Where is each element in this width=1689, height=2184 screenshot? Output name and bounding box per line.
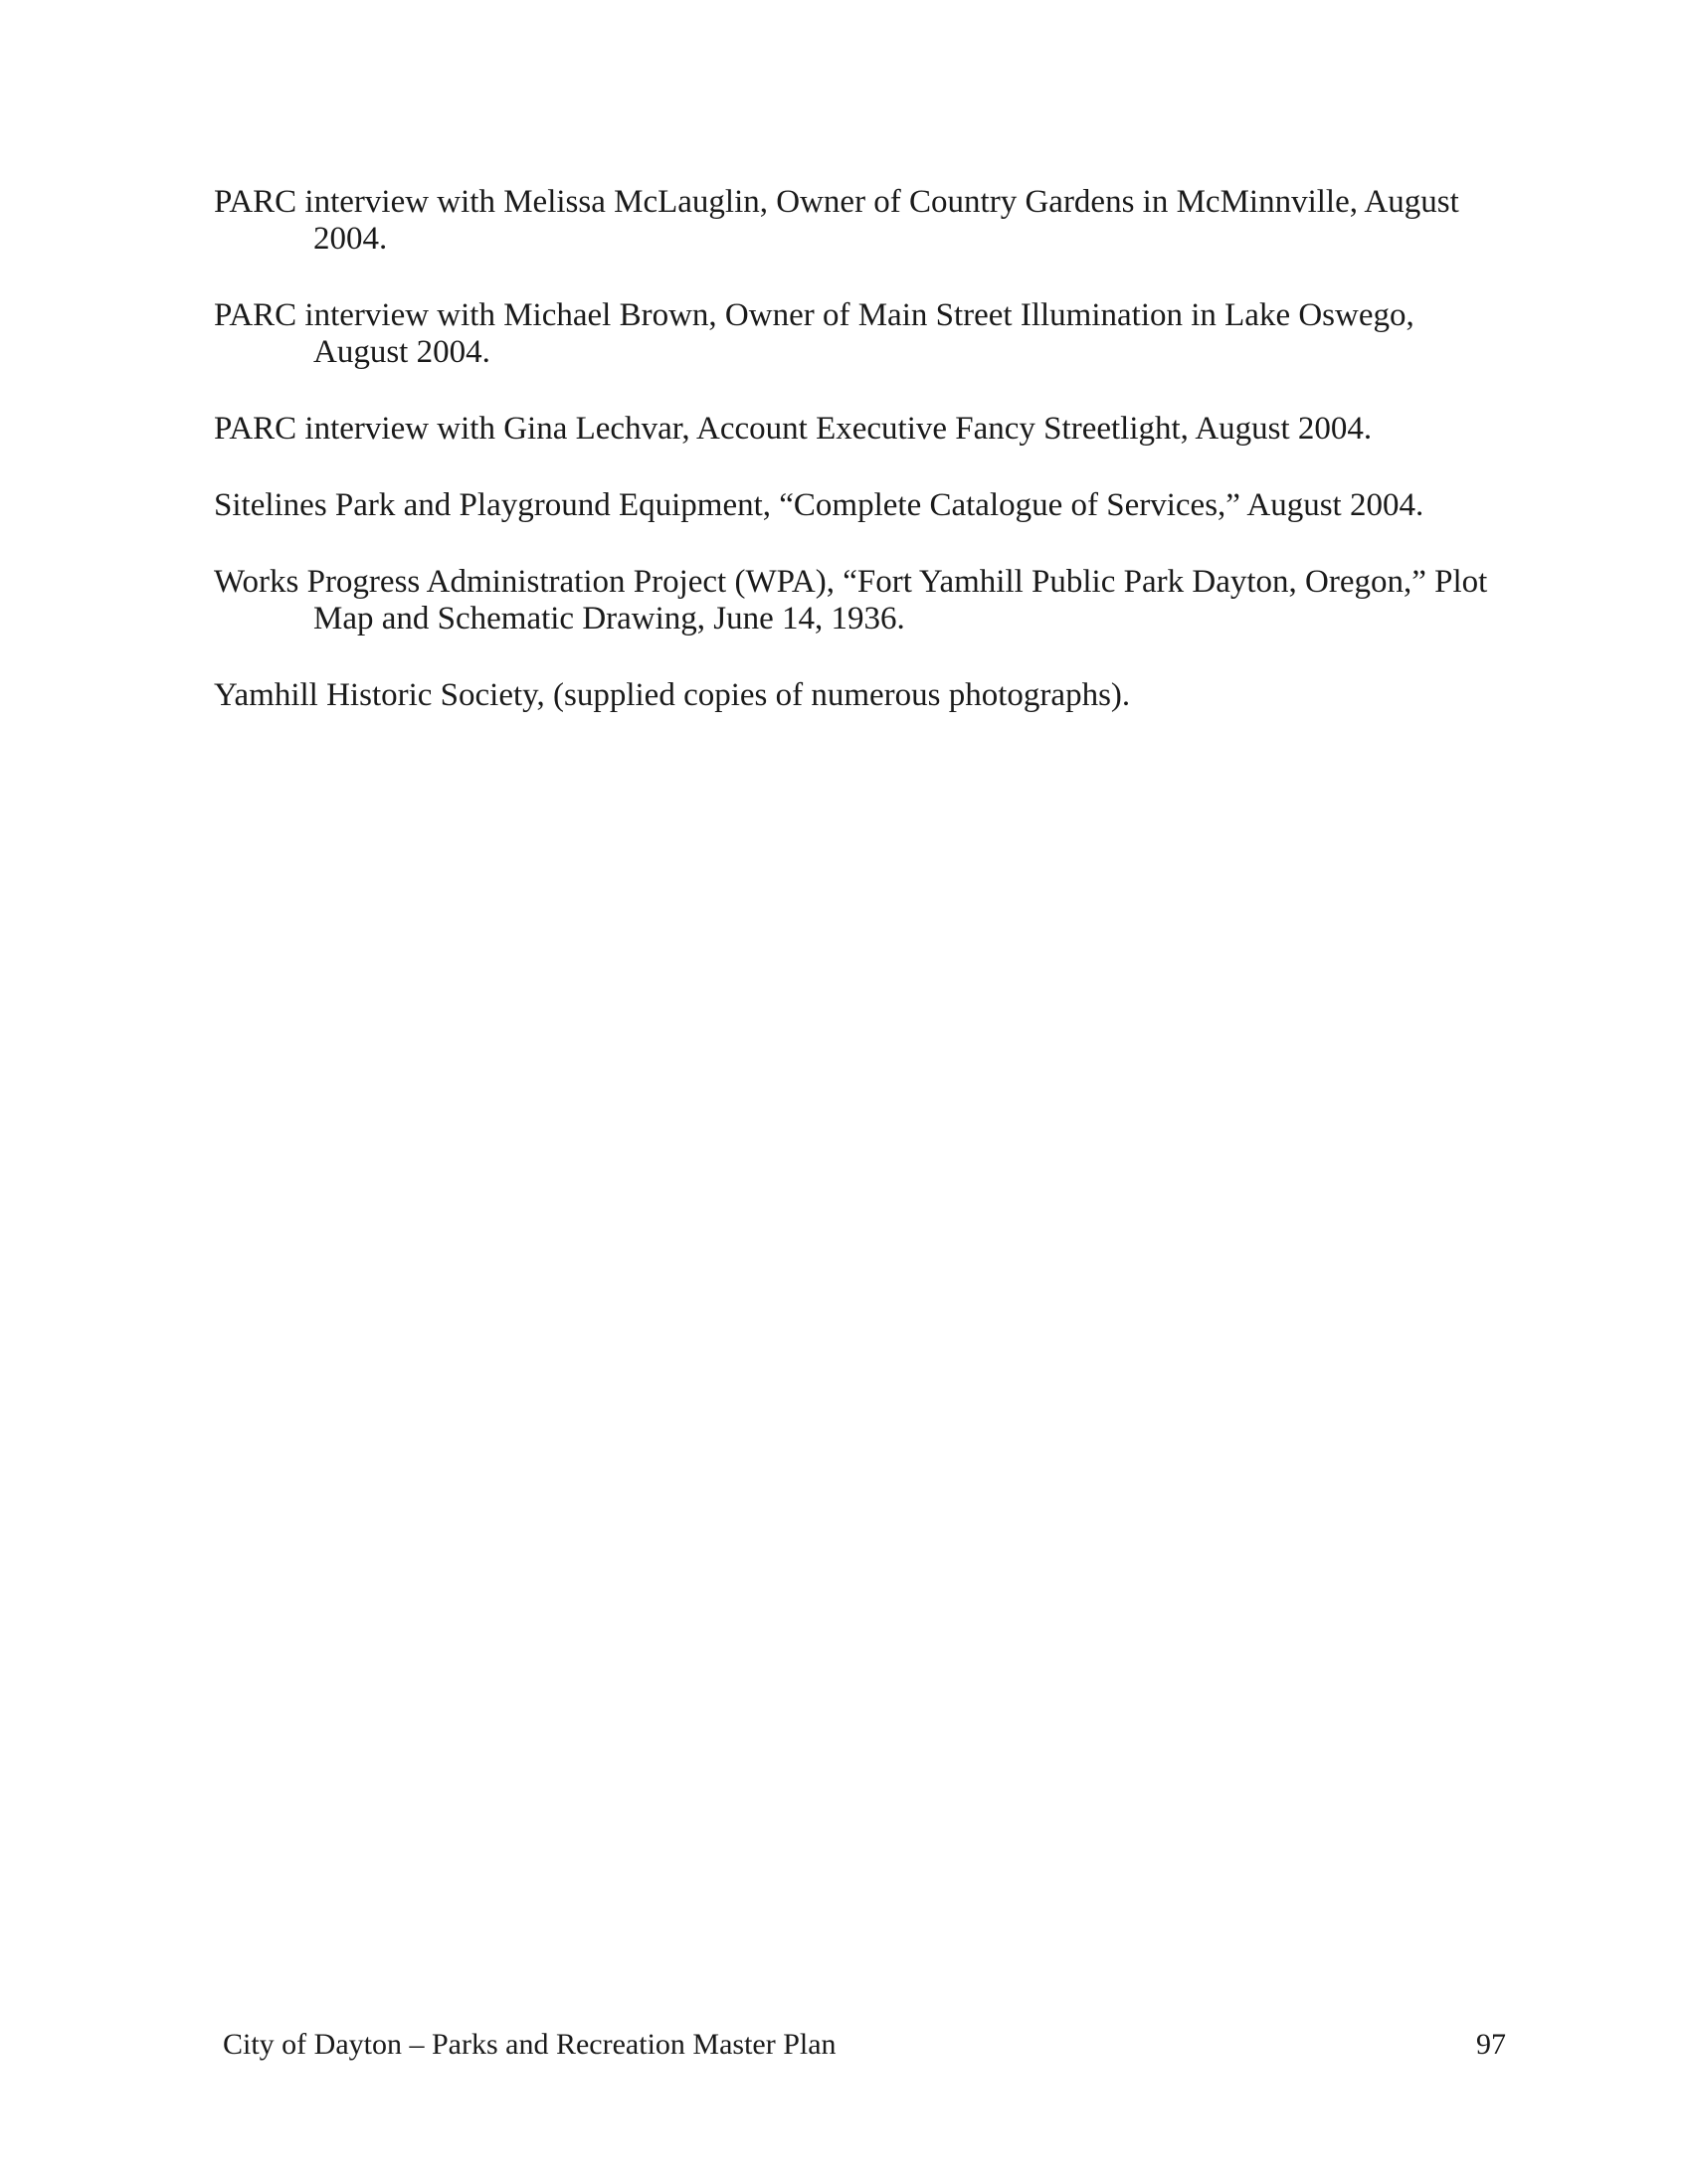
reference-entry: PARC interview with Michael Brown, Owner of Main Street Illumination in Lake Oswego, August 2004. [214,297,1414,370]
page-footer [223,2027,1506,2063]
reference-entry: Yamhill Historic Society, (supplied copies of numerous photographs). [214,677,1131,713]
page-number: 97 [1476,2028,1506,2061]
reference-list [214,184,1507,754]
reference-entry: PARC interview with Gina Lechvar, Account Executive Fancy Streetlight, August 2004. [214,411,1373,447]
reference-entry: Works Progress Administration Project (WPA), “Fort Yamhill Public Park Dayton, Oregon,” Plot Map and Schematic Drawing, June 14, 1936. [214,564,1488,637]
footer-title: City of Dayton – Parks and Recreation Master Plan [223,2028,837,2061]
reference-entry: PARC interview with Melissa McLauglin, Owner of Country Gardens in McMinnville, August 2004. [214,184,1459,257]
reference-entry: Sitelines Park and Playground Equipment, “Complete Catalogue of Services,” August 2004. [214,487,1424,523]
